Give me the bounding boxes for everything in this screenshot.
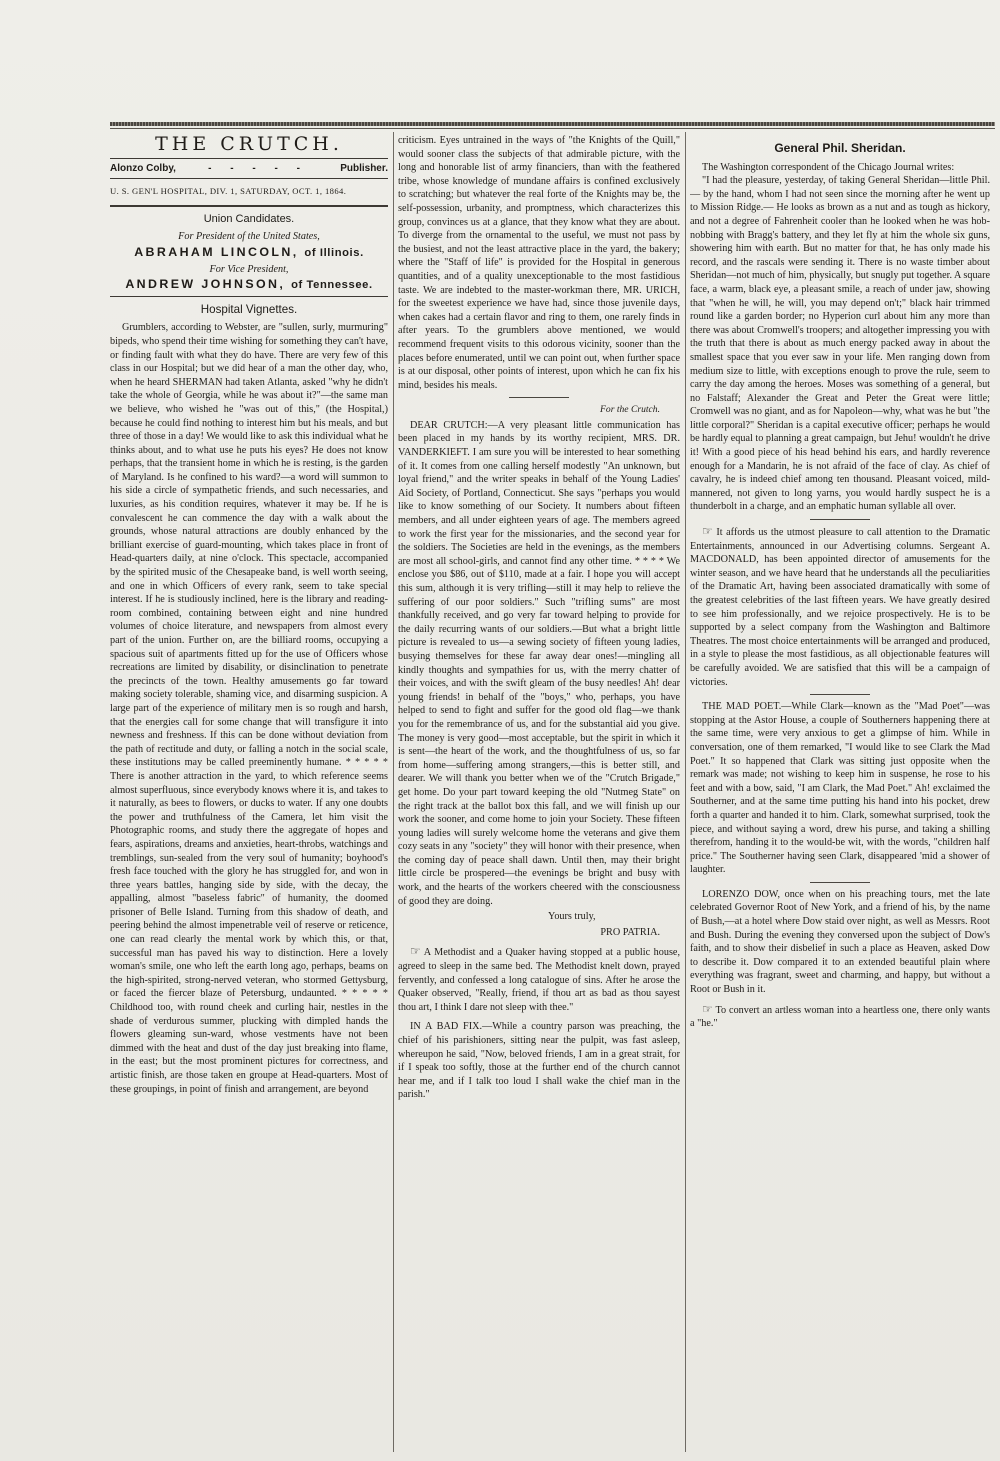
dramatic-text: It affords us the utmost pleasure to call attention to the Dramatic Entertainments, announced in our Advertising columns. Sergeant A. MACDONALD, has been appointed director of amusements for the winter season, and we have heard that he understands all the peculiarities of the Dramatic Art, having been associated dramatically with some of the greatest celebrities of the last fifteen years. We have greatly desired to see him professionally, and we rejoice prospectively. He is to be supported by a select company from the Washington and Baltimore Theatres. The most choice entertainments will be arranged and produced, in a style to please the most fastidious, as all objectionable features will be carefully avoided. We are satisfied that this will be a campaign of victories.: [690, 527, 990, 688]
president-candidate: [110, 246, 388, 261]
column-3: [690, 134, 990, 1452]
pro-patria: PRO PATRIA.: [600, 926, 660, 938]
president-label: For President of the United States,: [178, 231, 320, 243]
pointing-hand-icon: ☞: [702, 1001, 713, 1016]
column-1: [110, 134, 388, 1452]
president-state: of Illinois.: [304, 246, 364, 259]
rule: [810, 882, 870, 883]
for-the-crutch: For the Crutch.: [600, 404, 660, 416]
rule: [110, 205, 388, 207]
vignettes-body: Grumblers, according to Webster, are "sullen, surly, murmuring" bipeds, who spend their time wishing for something they can't have, or finding fault with what they do have. There are very few of this class in our Hospital; but we did hear of a man the other day, who, when he heard SHERMAN had taken Atlanta, asked "why he didn't take the whole of Georgia, while he was about it?"—the same man we believe, who wished he "was out of this," (the Hospital,) because he could find nothing to interest him but his meals, and but three of those in a day! We would like to ask this individual what he thinks about, and to what use he puts his eyes? He does not know perhaps, that the transient home in which he is resting, is the garden of Maryland. Is he confined to his ward?—a word will summon to his side a circle of sympathetic friends, and such necessaries, and luxuries, as his condition requires, whatever it may be. If he is convalescent he can commence the day with a walk about the grounds, whose natural attractions are doubly enhanced by the brilliant exercise of guard-mounting, which takes place in front of Head-quarters daily, at nine o'clock. This spectacle, accompanied by the spirited music of the Chesapeake band, is well worth seeing, and one in which Officers of every rank, seem to take special interest. If he is studiously inclined, here is the library and reading-room combined, containing between eight and nine hundred volumes of choice literature, and newspapers from almost every part of the union. Further on, are the billiard rooms, occupying a spacious suit of apartments fitted up for the use of Officers whose recreations are limited by disability, or disinclination to penetrate the precincts of the town. Healthy amusements go far toward making society tolerable, shaming vice, and disarming suspicion. A large part of the experience of military men is so rough and harsh, that the energies call for some change that will transfigure it into newness and freshness. If this can be done without deviation from the path of rectitude and duty, or falling a notch in the social scale, these institutions may be called preeminently humane. * * * * * There is another attraction in the yard, to which reference seems almost superfluous, since everybody knows where it is, and takes to it naturally, as bees to flowers, or ducks to water. If any one doubts the power and truthfulness of the Camera, let him visit the Photographic rooms, and study there the aggregate of hopes and fears, aspirations, dreams and anxieties, heart-throbs, watchings and tremblings, sun-sealed from the very soul of humanity; boyhood's fresh face touched with the glory he has struggled for, and won in three years battles, hanging side by side, with the decay, the appalling, almost "baseless fabric" of humanity, the doomed prisoner of Belle Island. Turning from this shadow of death, and peering behind the almost impenetrable veil of reserve or reticence, one can read clearly the mental work by which this, or that, successful man has paved his way to distinction. Here a lovely woman's smile, one who left the earth long ago, perhaps, beams on the high-spirited, strong-nerved veteran, who stormed Gettysburg, or faced the fiercer blaze of Petersburg, undaunted. * * * * * Childhood too, with round cheek and curling hair, nestles in the shade of verdurous summer, plucking with dimpled hands the flowers gleaming sun-ward, whose vestments have not been dimmed with the heat and dust of the day just breaking into flame, in the east; but the most prominent pictures for correctness, and artistic finish, are those taken en groupe at Head-quarters. Most of these groupings, in point of finish and arrangement, are beyond: [110, 322, 388, 1095]
masthead-title: THE CRUTCH.: [155, 134, 343, 155]
rule: [810, 519, 870, 520]
dateline: U. S. GEN'L HOSPITAL, DIV. 1, SATURDAY, OCT. 1, 1864.: [110, 186, 347, 197]
president-name: ABRAHAM LINCOLN,: [134, 244, 299, 259]
top-border-rule: [110, 122, 995, 126]
yours-truly: Yours truly,: [548, 911, 596, 923]
pointing-hand-icon: ☞: [410, 944, 421, 959]
sheridan-intro: The Washington correspondent of the Chicago Journal writes:: [702, 161, 955, 173]
sheridan-body: "I had the pleasure, yesterday, of taking General Sheridan—little Phil.— by the hand, whom I had not seen since the morning after he went up to Mission Ridge.— He looks as brown as a nut and as tough as hickory, and not a degree of Fahrenheit cooler than he looked when he was hob-nobbing with Bragg's battery, and they let fly at him the whole six guns, showering him with earth. But no matter for that, he has only made his record, and the rascals were sending it. There is no waste timber about Sheridan—not much of him, physically, but snugly put together. A square face, a warm, black eye, a pleasant smile, a reach of under jaw, showing that "when he will, he will, you may depend on't;" black hair trimmed round like a garden border; no Hyperion curl about him any more than there was about Cromwell's troopers; and altogether impressing you with the truth that there is about as much energy packed away in about the smallest space that you ever saw in your life. Men ranging down from medium size to little, with exceptions enough to prove the rule, seem to carry the day among the heroes. Moses was something of a general, but no Falstaff; Alexander the Great and Peter the Great were little; Cromwell was no giant, and as for Napoleon—why, what was he but "the little corporal?" Sheridan is a capital executive officer; perhaps he would be hardly equal to planning a great campaign, but Jehu! wouldn't he drive it! With a good piece of his head behind his ears, and hardly reverence enough for a Mandarin, he is not afraid of the face of clay. As chief of cavalry, he is indeed chief among ten thousand. Pleasant voiced, mild-mannered, not given to long yarns, you would hardly suspect he is a thunderbolt in a charge, and an emphatic human syllable all over.: [690, 175, 990, 513]
rule: [110, 296, 388, 297]
column-rule-2: [685, 132, 686, 1452]
bad-fix-item: IN A BAD FIX.—While a country parson was preaching, the chief of his parishioners, sitting near the pulpit, was fast asleep, whereupon he said, "Now, beloved friends, I am in a great strait, for if I speak too softly, those at the further end of the church cannot hear me, and if I talk too loud I shall wake the chief man in the parish.": [398, 1021, 680, 1101]
publisher-dashes: - - - - -: [208, 162, 308, 174]
letter-body: DEAR CRUTCH:—A very pleasant little communication has been placed in my hands by its worthy recipient, MRS. DR. VANDERKIEFT. I am sure you will be interested to hear something of it. It comes from one calling herself modestly "An unknown, but loyal friend," and the writer speaks in behalf of the Young Ladies' Aid Society, of Portland, Connecticut. She says "perhaps you would like to know something of our Society. It numbers about fifteen members, and all under eighteen years of age. The members agreed to work the first year for the missionaries, and the second year for the soldiers. The Societies are held in the evenings, as the members are most all school-girls, and cannot find any other time. * * * * We enclose you $86, out of $110, made at a fair. I hope you will accept this sum, although it is very trifling—still it may help to relieve the suffering of our poor soldiers." Such "trifling sums" are most thankfully received, and go very far toward helping to provide for the daily recurring wants of our soldiers.—But what a bright little picture is revealed to us—a sewing society of fifteen young ladies, busying themselves for these far away dear ones!—mingling all kindly thoughts and sympathies for us, with the merry chatter of their voices, and with the swift gleam of the busy needles! Ah! dear young friends! in behalf of the "boys," who, perhaps, you have helped to send to fight and suffer for the good old flag—we thank you for the remembrance of us, and for the substantial aid you give. The money is very good—most acceptable, but the spirit in which it is sent—the heart of the work, and the thoughtfulness of us, so far from home—suffering among strangers,—this is better still, and dearer. We will thank you better when we of the "Crutch Brigade," get home. Do your part toward keeping the old "Nutmeg State" on the right track at the ballot box this fall, and we will finish up our work the sooner, and come home to join your Society. These fifteen young ladies will surely welcome home the veterans and give them cozy seats in any "society" they will honor with their presence, when the coming day of peace shall dawn. Until then, may their bright little circle be prospered—the evenings be bright and busy with work, and the hearts of the workers cheered with the consciousness of good they are doing.: [398, 419, 680, 907]
rule: [509, 397, 569, 398]
sheridan-heading: General Phil. Sheridan.: [774, 141, 906, 155]
dramatic-item: [690, 525, 990, 689]
vp-name: ANDREW JOHNSON,: [125, 277, 286, 292]
vignettes-continued: criticism. Eyes untrained in the ways of "the Knights of the Quill," would sooner class the subjects of that admirable picture, with the long and honorable list of army financiers, than with the feathered tribe, whose knowledge of mundane affairs is confined exclusively to scratching; but whatever the real forte of the Knights may be, the self-possession, urbanity, and promptness, which characterizes this group, convinces us at a glance, that they know what they are about. To diverge from the ornamental to the useful, we must not pass by the busiest, and not the least attractive place in the yard, the bakery; where the "Staff of life" is provided for the Hospital in generous quantities, and of a quality unexceptionable to the most fastidious taste. We are indebted to the master-workman there, MR. URICH, for the sweetest experience we have had, since those juvenile days, when cakes had a certain flavor and ring to them, one rarely finds in after years. To the grumblers above mentioned, we would recommend frequent visits to this odorous vicinity, sooner than the places before enumerated, until we can point out, when further space is at our disposal, other points of interest, upon which he can fix his mind, besides his meals.: [398, 135, 680, 391]
column-2: [398, 134, 680, 1452]
publisher-row: [110, 158, 388, 176]
methodist-item: [398, 945, 680, 1014]
publisher-label: Publisher.: [340, 162, 388, 174]
mad-poet-item: THE MAD POET.—While Clark—known as the "Mad Poet"—was stopping at the Astor House, a couple of Southerners happening there at the same time, were very anxious to get a glimpse of him. While in conversation, one of them remarked, "I would like to see Clark the Mad Poet." It so happened that Clark was sitting just opposite when the remark was made; not wishing to keep him in suspense, he rose to his feet and with a bow, said, "I am Clark, the Mad Poet." Ah! exclaimed the Southerner, and at the same time putting his hand into his pocket, drew forth a quarter and handed it to him. Clark, somewhat surprised, took the piece, and without saying a word, drew his purse, and taking a shilling therefrom, handing it to the would-be wit, with the words, "children half price." The Southerner having seen Clark, disappeared 'mid a shower of laughter.: [690, 701, 990, 876]
vp-state: of Tennessee.: [291, 279, 373, 292]
column-rule-1: [393, 132, 394, 1452]
publisher-name: Alonzo Colby,: [110, 162, 176, 174]
artless-item: [690, 1003, 990, 1031]
candidates-heading: Union Candidates.: [203, 212, 295, 225]
rule: [810, 694, 870, 695]
artless-text: To convert an artless woman into a heartless one, there only wants a "he.": [690, 1004, 990, 1030]
methodist-text: A Methodist and a Quaker having stopped at a public house, agreed to sleep in the same bed. The Methodist knelt down, prayed fervently, and confessed a long catalogue of sins. After he arose the Quaker observed, "Really, friend, if thou art as bad as thou sayest thou art, I think I dare not sleep with thee.": [398, 947, 680, 1013]
dow-item: LORENZO DOW, once when on his preaching tours, met the late celebrated Governor Root of New York, and a friend of his, by the name of Bush,—at a hotel where Dow staid over night, as well as Messrs. Root and Bush. During the evening they conversed upon the subject of Dow's faith, and to show their disbelief in such a place as Heaven, asked Dow to describe it. Dow compared it to an extended beautiful plain where everything was fragrant, sweet and charming, and happy, but without a Root or Bush in it.: [690, 888, 990, 996]
vp-candidate: [110, 278, 388, 293]
rule: [110, 178, 388, 179]
vp-label: For Vice President,: [209, 263, 289, 275]
pointing-hand-icon: ☞: [702, 524, 713, 539]
vignettes-heading: Hospital Vignettes.: [200, 302, 298, 316]
top-thin-rule: [110, 128, 995, 129]
